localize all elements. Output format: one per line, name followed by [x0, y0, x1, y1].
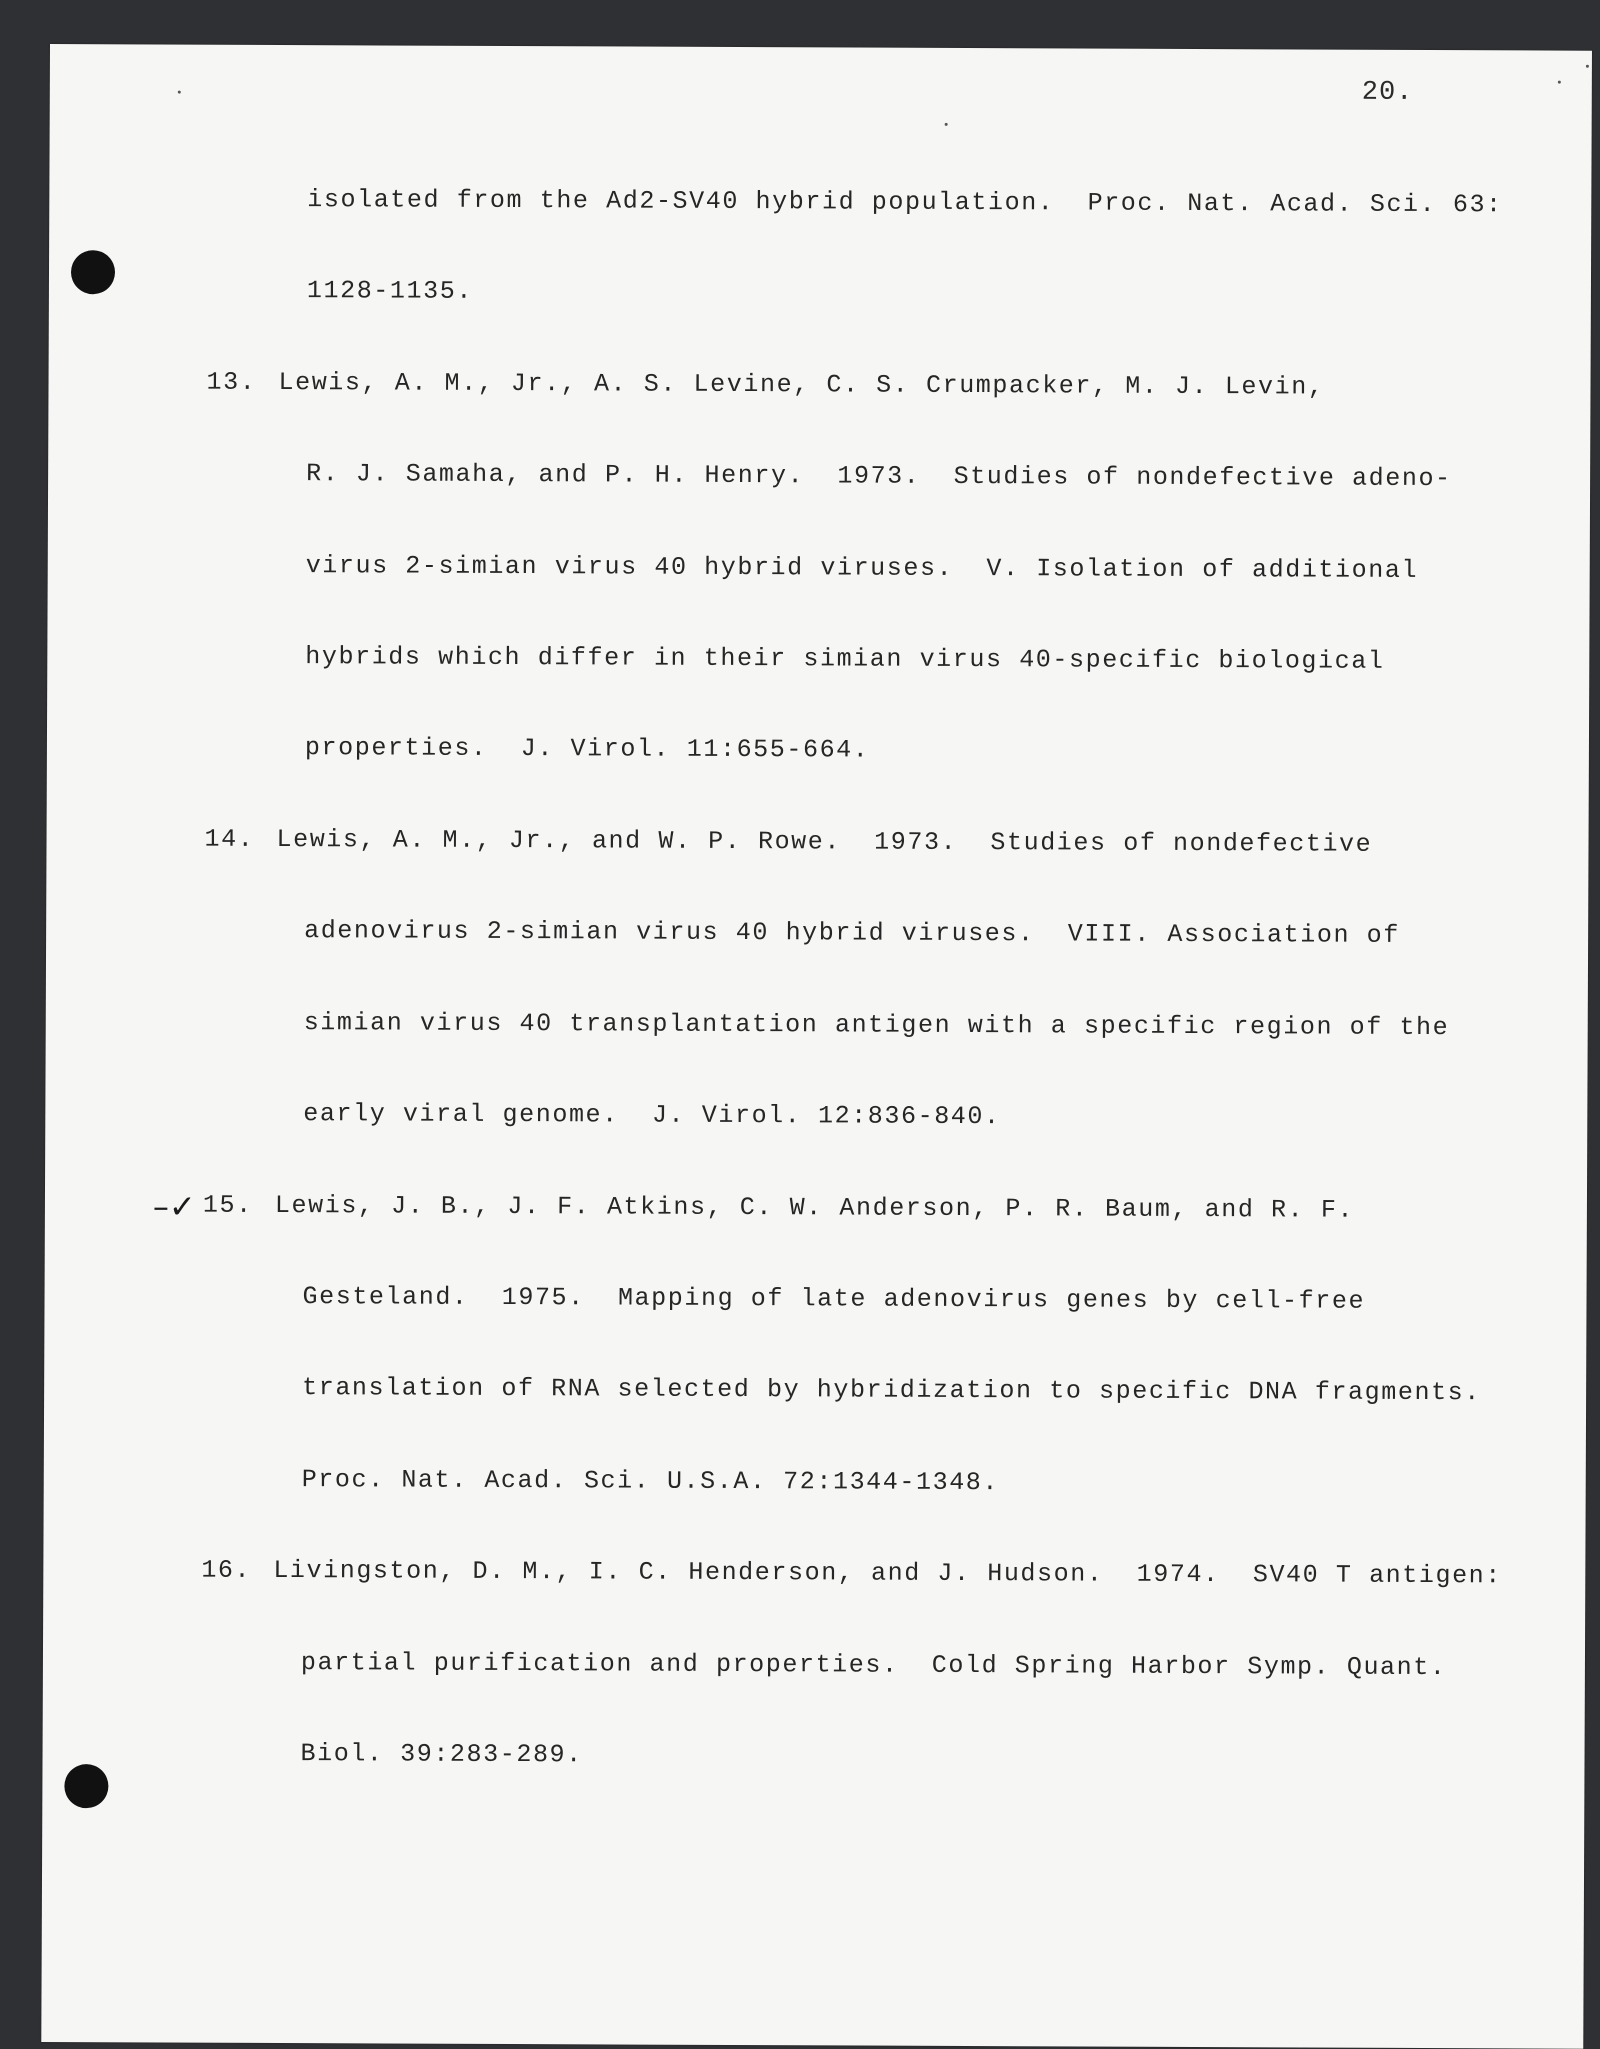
reference-number: 16. — [201, 1555, 252, 1585]
reference-line: translation of RNA selected by hybridization to specific DNA fragments. — [302, 1373, 1481, 1408]
reference-line: partial purification and properties. Cold Spring Harbor Symp. Quant. — [300, 1648, 1447, 1683]
reference-number: 13. — [206, 367, 257, 397]
reference-line: 1128-1135. — [306, 276, 474, 306]
reference-line: Lewis, A. M., Jr., and W. P. Rowe. 1973. Studies of nondefective — [276, 824, 1373, 859]
reference-number: 15. — [202, 1190, 253, 1220]
reference-line: Livingston, D. M., I. C. Henderson, and J. Hudson. 1974. SV40 T antigen: — [273, 1555, 1502, 1591]
speck — [1586, 65, 1589, 68]
reference-line: properties. J. Virol. 11:655-664. — [304, 733, 870, 765]
reference-line: Lewis, J. B., J. F. Atkins, C. W. Anderson, P. R. Baum, and R. F. — [274, 1190, 1355, 1225]
reference-line: early viral genome. J. Virol. 12:836-840. — [303, 1099, 1001, 1132]
speck — [1558, 81, 1561, 84]
page-number: 20. — [1361, 77, 1414, 108]
punch-hole-top — [71, 250, 115, 294]
reference-line: R. J. Samaha, and P. H. Henry. 1973. Studies of nondefective adeno- — [306, 459, 1452, 494]
reference-line: hybrids which differ in their simian virus 40-specific biological — [305, 642, 1385, 676]
checkmark-annotation: –✓ — [152, 1187, 196, 1226]
reference-line: Proc. Nat. Acad. Sci. U.S.A. 72:1344-1348. — [301, 1465, 1000, 1498]
reference-number: 14. — [204, 824, 255, 854]
reference-line: simian virus 40 transplantation antigen with a specific region of the — [303, 1008, 1450, 1043]
speck — [945, 123, 948, 126]
reference-line: virus 2-simian virus 40 hybrid viruses. V. Isolation of additional — [305, 551, 1419, 585]
speck — [178, 91, 181, 94]
scanned-page — [41, 44, 1592, 2049]
reference-line: Gesteland. 1975. Mapping of late adenovirus genes by cell-free — [302, 1282, 1366, 1316]
reference-line: Lewis, A. M., Jr., A. S. Levine, C. S. Crumpacker, M. J. Levin, — [278, 368, 1325, 402]
punch-hole-bottom — [64, 1764, 108, 1808]
reference-line: isolated from the Ad2-SV40 hybrid population. Proc. Nat. Acad. Sci. 63: — [307, 185, 1503, 220]
reference-line: Biol. 39:283-289. — [300, 1739, 583, 1770]
reference-line: adenovirus 2-simian virus 40 hybrid viruses. VIII. Association of — [304, 916, 1400, 950]
